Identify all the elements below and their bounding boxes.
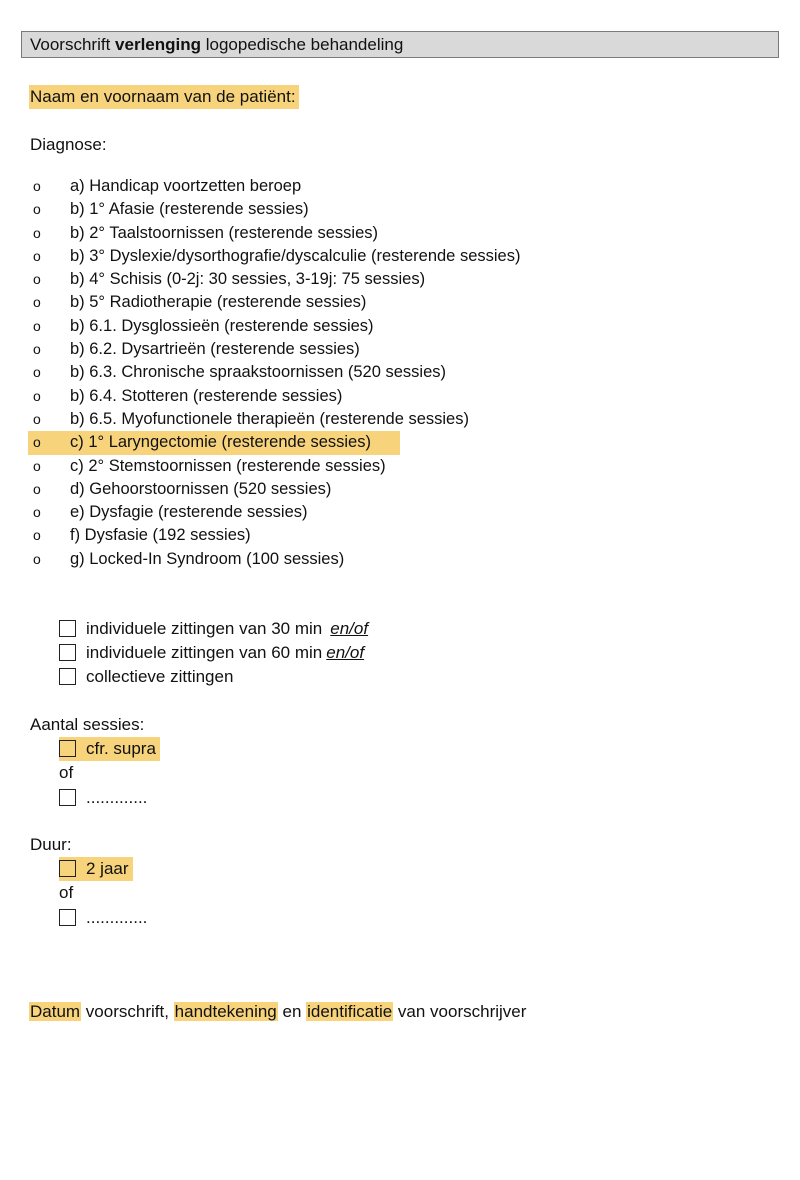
identification-label: identificatie [307, 1002, 393, 1021]
diagnosis-option[interactable] [28, 524, 448, 547]
diagnosis-option[interactable] [28, 408, 469, 431]
radio-bullet[interactable]: o [33, 410, 41, 427]
radio-bullet[interactable]: o [33, 434, 41, 451]
radio-bullet[interactable]: o [33, 550, 41, 567]
session-type-collective-label: collectieve zittingen [86, 667, 234, 686]
radio-bullet[interactable]: o [33, 387, 41, 404]
diagnosis-option[interactable] [28, 268, 448, 291]
radio-bullet[interactable]: o [33, 224, 41, 241]
radio-bullet[interactable]: o [33, 341, 41, 358]
or-text: of [59, 763, 74, 782]
diagnosis-option-label: a) Handicap voortzetten beroep [70, 177, 302, 195]
diagnosis-option[interactable] [28, 501, 448, 524]
diagnosis-option[interactable] [28, 478, 448, 501]
radio-bullet[interactable]: o [33, 247, 41, 264]
diagnosis-option[interactable] [28, 385, 448, 408]
checkbox-duration-custom[interactable] [59, 909, 76, 926]
diagnosis-list [28, 175, 521, 571]
diagnosis-option[interactable] [28, 548, 448, 571]
diagnosis-option[interactable] [28, 175, 448, 198]
diagnosis-option-label: b) 5° Radiotherapie (resterende sessies) [70, 293, 367, 312]
duration-option-2-years[interactable] [59, 857, 133, 881]
sessions-option1-label: cfr. supra [86, 739, 156, 758]
checkbox-sessions-custom[interactable] [59, 789, 76, 806]
diagnosis-option[interactable] [28, 315, 448, 338]
patient-name-label: Naam en voornaam van de patiënt: [29, 85, 299, 109]
and-or-text: en/of [330, 619, 369, 638]
duration-option1-label: 2 jaar [86, 859, 129, 878]
radio-bullet[interactable]: o [33, 527, 41, 544]
radio-bullet[interactable]: o [33, 317, 41, 334]
sessions-option-custom[interactable] [59, 786, 147, 810]
title-suffix: logopedische behandeling [205, 35, 404, 54]
diagnosis-option-label: d) Gehoorstoornissen (520 sessies) [70, 479, 332, 498]
diagnosis-option-label: g) Locked-In Syndroom (100 sessies) [70, 549, 345, 568]
diagnosis-option-label: b) 2° Taalstoornissen (resterende sessies) [70, 223, 379, 242]
radio-bullet[interactable]: o [33, 294, 41, 311]
signature-label: handtekening [174, 1002, 277, 1021]
diagnosis-option[interactable] [28, 291, 448, 314]
diagnosis-label: Diagnose: [30, 135, 107, 154]
diagnosis-option-label: c) 2° Stemstoornissen (resterende sessies) [70, 456, 386, 475]
radio-bullet[interactable]: o [33, 504, 41, 521]
diagnosis-option[interactable] [28, 455, 448, 478]
session-type-30min[interactable] [59, 617, 368, 641]
session-type-30min-label: individuele zittingen van 30 min [86, 619, 323, 638]
diagnosis-option-label: b) 4° Schisis (0-2j: 30 sessies, 3-19j: 75 sessies) [70, 270, 426, 289]
session-type-60min-label: individuele zittingen van 60 min [86, 643, 323, 662]
diagnosis-option[interactable] [28, 245, 521, 268]
sessions-option-cfr-supra[interactable] [59, 737, 160, 761]
diagnosis-option-label: b) 6.2. Dysartrieën (resterende sessies) [70, 340, 360, 359]
checkbox-cfr-supra[interactable] [59, 740, 76, 757]
or-text: of [59, 883, 74, 902]
diagnosis-option[interactable] [28, 338, 448, 361]
document-title [21, 31, 779, 58]
checkbox-collective[interactable] [59, 668, 76, 685]
checkbox-30min[interactable] [59, 620, 76, 637]
radio-bullet[interactable]: o [33, 271, 41, 288]
diagnosis-option-label: b) 6.5. Myofunctionele therapieën (resterende sessies) [70, 409, 469, 428]
diagnosis-option-label: b) 3° Dyslexie/dysorthografie/dyscalculie (resterende sessies) [70, 246, 521, 265]
diagnosis-option-label: b) 6.1. Dysglossieën (resterende sessies) [70, 316, 374, 335]
diagnosis-option-label: f) Dysfasie (192 sessies) [70, 526, 251, 545]
diagnosis-option[interactable] [28, 361, 448, 384]
duration-option2-blank: ............. [86, 908, 148, 927]
session-type-collective[interactable] [59, 665, 233, 689]
duration-label: Duur: [30, 835, 72, 854]
diagnosis-option-label: e) Dysfagie (resterende sessies) [70, 503, 308, 522]
date-label: Datum [30, 1002, 81, 1021]
diagnosis-option[interactable] [28, 198, 448, 221]
title-bold: verlenging [115, 35, 202, 54]
footer-text-2: en [277, 1002, 307, 1021]
diagnosis-option-label: b) 6.3. Chronische spraakstoornissen (520 sessies) [70, 363, 447, 382]
radio-bullet[interactable]: o [33, 480, 41, 497]
footer-text-3: van voorschrijver [393, 1002, 527, 1021]
prescriber-signature-line [29, 1000, 526, 1024]
diagnosis-option[interactable] [28, 431, 400, 454]
title-prefix: Voorschrift [30, 35, 111, 54]
diagnosis-option[interactable] [28, 222, 448, 245]
checkbox-2-years[interactable] [59, 860, 76, 877]
diagnosis-option-label: b) 1° Afasie (resterende sessies) [70, 200, 309, 219]
checkbox-60min[interactable] [59, 644, 76, 661]
radio-bullet[interactable]: o [33, 364, 41, 381]
sessions-option2-blank: ............. [86, 788, 148, 807]
session-type-60min[interactable] [59, 641, 364, 665]
and-or-text: en/of [326, 643, 365, 662]
radio-bullet[interactable]: o [33, 201, 41, 218]
diagnosis-option-label: c) 1° Laryngectomie (resterende sessies) [70, 433, 371, 452]
diagnosis-option-label: b) 6.4. Stotteren (resterende sessies) [70, 386, 343, 405]
duration-option-custom[interactable] [59, 906, 147, 930]
radio-bullet[interactable]: o [33, 178, 41, 194]
radio-bullet[interactable]: o [33, 457, 41, 474]
sessions-label: Aantal sessies: [30, 715, 145, 734]
footer-text-1: voorschrift, [81, 1002, 174, 1021]
